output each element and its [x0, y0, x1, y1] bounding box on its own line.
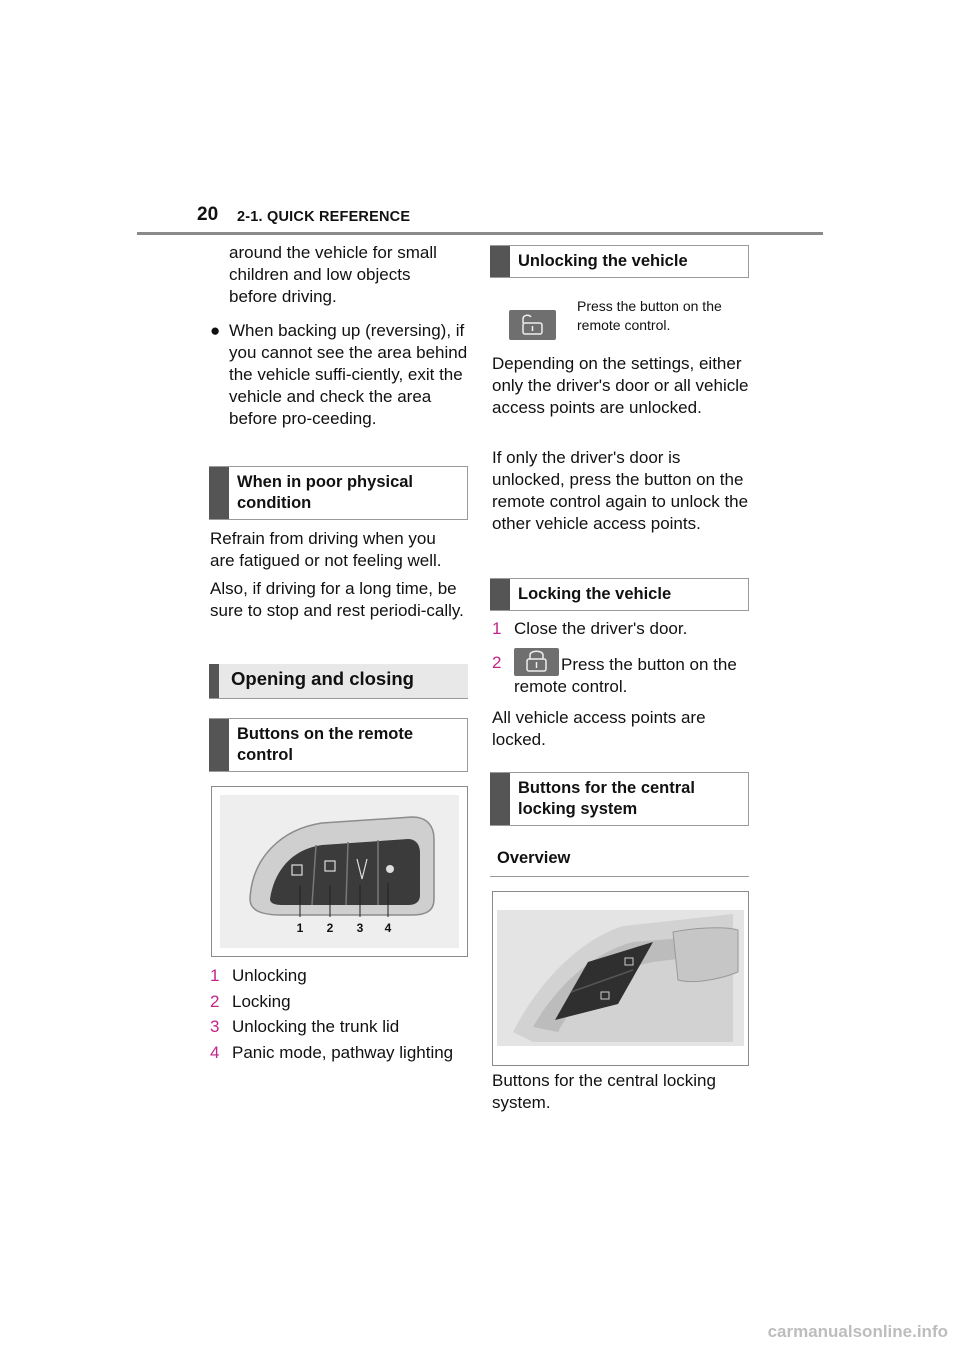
buttons-heading: Buttons on the remote control: [237, 725, 413, 764]
rest-paragraph-1: Refrain from driving when you are fatigued or not feeling well.: [210, 529, 442, 570]
poor-condition-heading-box: [209, 466, 468, 520]
central-heading: Buttons for the central locking system: [518, 779, 695, 818]
heading-bar: [490, 579, 510, 610]
unlock-paragraph-1: Depending on the settings, either only the driver's door or all vehicle access points are unlocked.: [492, 354, 749, 417]
rest-paragraph-2: Also, if driving for a long time, be sure to stop and rest periodi-cally.: [210, 579, 464, 620]
locking-heading: Locking the vehicle: [518, 585, 672, 603]
unlocking-heading-box: [490, 245, 749, 278]
unlock-paragraph-2: If only the driver's door is unlocked, press the button on the remote control again to unlock the other vehicle access points.: [492, 448, 749, 533]
opening-underline: [209, 698, 468, 699]
step-2-number: 2: [492, 653, 502, 672]
poor-condition-heading: When in poor physical condition: [237, 473, 414, 512]
door-lock-illustration: [493, 892, 748, 1065]
legend-list: [210, 963, 470, 1065]
list-item: 4 Panic mode, pathway lighting: [210, 1042, 454, 1062]
overview-underline: [490, 876, 749, 877]
central-heading-box: [490, 772, 749, 826]
list-item: 3 Unlocking the trunk lid: [210, 1017, 400, 1036]
bullet-text: When backing up (reversing), if you cannot see the area behind the vehicle suffi-ciently, exit the vehicle and check the area before pro-ceeding.: [229, 321, 468, 428]
heading-bar: [490, 246, 510, 277]
heading-bar: [209, 467, 229, 519]
overview-heading: Overview: [497, 849, 571, 867]
opening-heading: Opening and closing: [231, 668, 414, 689]
list-item: 2 Locking: [210, 991, 291, 1011]
figure-caption: Buttons for the central locking system.: [492, 1071, 716, 1112]
section-title: 2-1. QUICK REFERENCE: [237, 209, 411, 225]
lock-paragraph: All vehicle access points are locked.: [492, 708, 706, 749]
heading-bar: [209, 719, 229, 771]
remote-key-illustration: [212, 787, 467, 956]
callout-1: 1: [296, 921, 304, 935]
unlocking-heading: Unlocking the vehicle: [518, 252, 688, 270]
locking-heading-box: [490, 578, 749, 611]
callout-3: 3: [356, 921, 364, 935]
page-number: 20: [197, 204, 219, 225]
remote-key-figure: [211, 786, 468, 957]
unlock-caption: Press the button on the remote control.: [577, 298, 722, 333]
door-lock-figure: [492, 891, 749, 1066]
callout-2: 2: [326, 921, 334, 935]
intro-continued: around the vehicle for small children and low objects before driving.: [229, 243, 437, 306]
heading-bar: [490, 773, 510, 825]
bullet-icon: ●: [210, 321, 221, 340]
watermark: carmanualsonline.info: [767, 1322, 948, 1341]
heading-bar: [209, 664, 219, 698]
step-2-text: Press the button on the remote control.: [514, 655, 737, 696]
buttons-heading-box: [209, 718, 468, 772]
step-1: 1 Close the driver's door.: [492, 619, 688, 638]
list-item: 1 Unlocking: [210, 966, 307, 985]
unlock-icon: [509, 310, 556, 340]
opening-heading-box: [209, 664, 468, 698]
header-rule: [137, 232, 823, 235]
callout-4: 4: [384, 921, 392, 935]
